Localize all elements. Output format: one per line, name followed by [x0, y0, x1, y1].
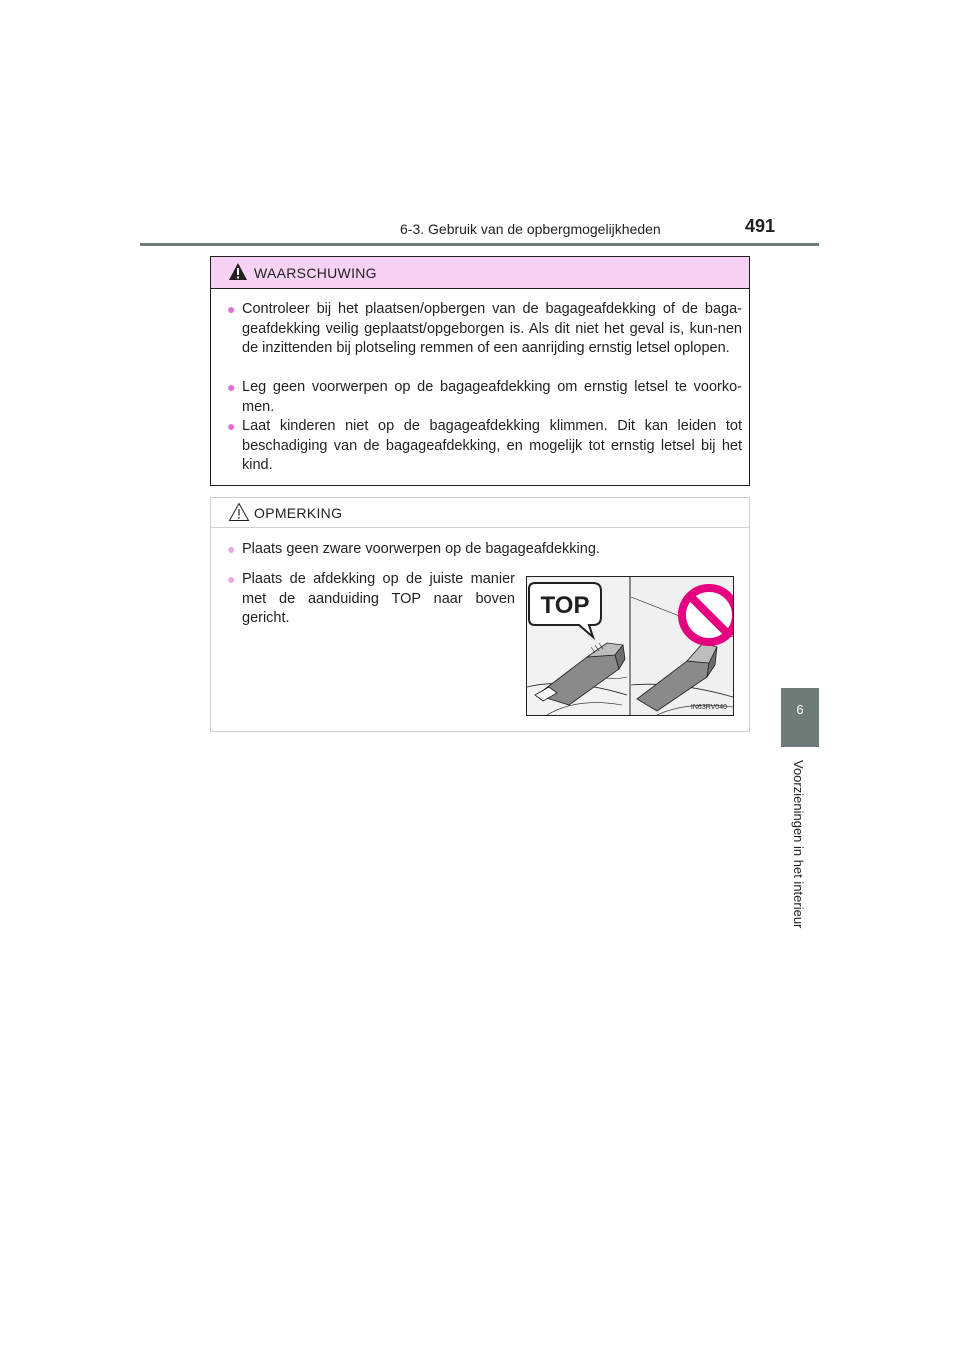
warning-triangle-icon: [228, 262, 248, 281]
warning-titlebar: [211, 257, 749, 289]
top-callout-text: TOP: [540, 592, 590, 619]
notice-triangle-icon: [228, 502, 250, 522]
section-title: 6-3. Gebruik van de opbergmogelijkheden: [400, 221, 661, 237]
notice-item-text: Plaats geen zware voorwerpen op de bagageafdekking.: [242, 541, 600, 557]
notice-title: OPMERKING: [254, 505, 343, 521]
notice-box: [210, 497, 750, 732]
cover-orientation-figure: [526, 576, 734, 716]
warning-item-text: Leg geen voorwerpen op de bagageafdekking om ernstig letsel te voorko-men.: [242, 379, 742, 415]
warning-box: [210, 256, 750, 486]
warning-item-text: Controleer bij het plaatsen/opbergen van de bagageafdekking of de baga-geafdekking veilig geplaatst/opgeborgen is. Als dit niet het geval is, kun-nen de inzittenden bij plotseling remmen of een aanrijding ernstig letsel oplopen.: [242, 301, 742, 356]
header-rule: [140, 243, 819, 246]
chapter-tab-label: Voorzieningen in het interieur: [791, 760, 806, 929]
warning-item: [227, 300, 742, 359]
figure-code: IN63RV040: [690, 704, 727, 711]
notice-item: [227, 570, 515, 629]
notice-titlebar: [211, 498, 749, 528]
warning-item-text: Laat kinderen niet op de bagageafdekking klimmen. Dit kan leiden tot beschadiging van de bagageafdekking, en mogelijk tot ernstig letsel bij het kind.: [242, 418, 742, 473]
bullet-icon: ●: [227, 418, 236, 434]
page-header: [400, 216, 775, 240]
warning-item: [227, 417, 742, 476]
notice-item-text: Plaats de afdekking op de juiste manier met de aanduiding TOP naar boven gericht.: [242, 571, 515, 626]
warning-item: [227, 378, 742, 417]
warning-title: WAARSCHUWING: [254, 265, 377, 281]
bullet-icon: ●: [227, 301, 236, 317]
page-number: 491: [744, 216, 775, 236]
bullet-icon: ●: [227, 571, 236, 587]
chapter-tab: 6: [781, 688, 819, 747]
notice-item: [227, 540, 742, 560]
bullet-icon: ●: [227, 541, 236, 557]
bullet-icon: ●: [227, 379, 236, 395]
figure-illustration: [527, 577, 733, 715]
